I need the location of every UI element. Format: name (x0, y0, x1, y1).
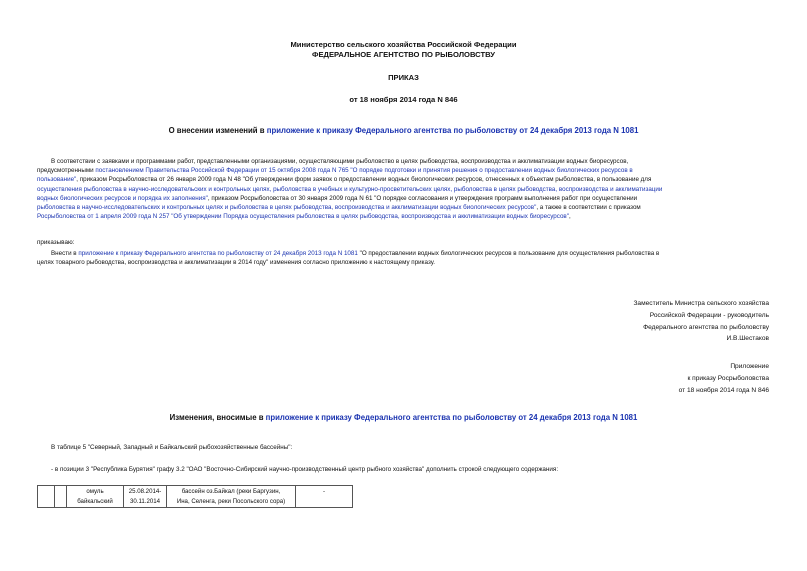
order-paragraph (37, 249, 769, 267)
period-line: 25.08.2014- (128, 488, 162, 495)
signature-line: Заместитель Министра сельского хозяйства (633, 300, 769, 307)
preamble-link-257[interactable]: Росрыболовства от 1 апреля 2009 года N 257 "Об утверждении Порядка осуществления рыболовства в целях рыбоводства, воспроизводства и акклиматизации водных биоресурсов" (37, 213, 569, 221)
title-link[interactable]: приложение к приказу Федерального агентства по рыболовству от 24 декабря 2013 года N 1081 (266, 126, 639, 135)
species-line: байкальский (77, 497, 113, 505)
changes-title (0, 413, 807, 422)
addition-table (37, 485, 353, 508)
order-text: "О предоставлении водных биологических ресурсов в пользование для осуществления рыболовства в (357, 250, 660, 257)
signer-name: И.В.Шестаков (726, 335, 769, 343)
table-cell-amount: - (296, 486, 353, 508)
order-text: целях товарного рыбоводства, воспроизводства и акклиматизации в 2014 году" изменения согласно приложению к настоящему приказу. (37, 259, 435, 267)
period-line: 30.11.2014 (129, 497, 161, 505)
title-prefix: О внесении изменений в (168, 126, 267, 135)
signature-line: Российской Федерации - руководитель (649, 311, 769, 319)
preamble-line: В соответствии с заявками и программами работ, представленными организациями, осуществляющими рыболовство в целях рыбоводства, воспроизводства и акклиматизации водных биоресурсов, (51, 158, 629, 165)
table-reference: В таблице 5 "Северный, Западный и Байкальский рыбохозяйственные бассейны": (51, 444, 293, 451)
preamble-link-765-end[interactable]: пользование" (37, 176, 77, 184)
preamble-text: , (568, 213, 571, 221)
species-line: омуль (86, 488, 104, 495)
changes-title-link[interactable]: приложение к приказу Федерального агентства по рыболовству от 24 декабря 2013 года N 1081 (265, 413, 638, 422)
table-cell-empty (38, 486, 55, 508)
table-cell-empty (55, 486, 67, 508)
ministry-name: Министерство сельского хозяйства Российской Федерации (290, 40, 517, 49)
preamble-text: предусмотренными (37, 167, 94, 175)
area-line: Ина, Селенга, реки Посольского сора) (176, 497, 286, 505)
agency-name: ФЕДЕРАЛЬНОЕ АГЕНТСТВО ПО РЫБОЛОВСТВУ (312, 50, 495, 59)
table-cell-species (67, 486, 124, 508)
doc-date: от 18 ноября 2014 года N 846 (349, 95, 458, 104)
preamble (37, 157, 769, 221)
preamble-link-765[interactable]: постановлением Правительства Российской Федерации от 15 октября 2008 года N 765 "О порядке подготовки и принятия решения о предоставлении водных биологических ресурсов в (95, 167, 633, 175)
table-cell-area (167, 486, 296, 508)
preamble-link-48-end[interactable]: водных биологических ресурсов и порядка их заполнения" (37, 194, 208, 202)
page-title (0, 126, 807, 135)
appendix-block (679, 361, 769, 396)
table-cell-period (124, 486, 167, 508)
preamble-text: , приказом Росрыболовства от 30 января 2009 года N 61 "О порядке согласования и утверждения программ выполнения работ при осуществлении (207, 194, 638, 202)
orders-label: приказываю: (37, 239, 75, 246)
position-instruction: - в позиции 3 "Республика Бурятия" графу 3.2 "ОАО "Восточно-Сибирский научно-производственный центр рыбного хозяйства" дополнить строкой следующего содержания: (51, 466, 559, 473)
order-text: Внести в (51, 250, 79, 257)
preamble-text: , а также в соответствии с приказом (536, 204, 641, 212)
preamble-link-48[interactable]: осуществления рыболовства в научно-исследовательских и контрольных целях, рыболовства в учебных и культурно-просветительских целях, рыболовства в целях рыбоводства, воспроизводства и акклиматизации (37, 185, 663, 193)
signature-line: Федерального агентства по рыболовству (643, 323, 769, 331)
appendix-line: к приказу Росрыболовства (687, 374, 769, 382)
preamble-text: , приказом Росрыболовства от 26 января 2009 года N 48 "Об утверждении форм заявок о предоставлении водных биологических ресурсов, отнесенных к объектам рыболовства, в пользование для (76, 176, 652, 184)
preamble-link-61[interactable]: рыболовства в научно-исследовательских и контрольных целях и рыболовства в целях рыбоводства, воспроизводства и акклиматизации водных биологических ресурсов" (37, 204, 537, 212)
changes-title-prefix: Изменения, вносимые в (169, 413, 266, 422)
order-link[interactable]: приложение к приказу Федерального агентства по рыболовству от 24 декабря 2013 года N 1081 (78, 250, 358, 257)
doc-type: ПРИКАЗ (388, 73, 419, 82)
appendix-line: Приложение (730, 363, 769, 370)
area-line: бассейн оз.Байкал (реки Баргузин, (181, 488, 281, 495)
signature-block (633, 298, 769, 345)
appendix-line: от 18 ноября 2014 года N 846 (678, 386, 769, 394)
table-row (38, 486, 353, 508)
